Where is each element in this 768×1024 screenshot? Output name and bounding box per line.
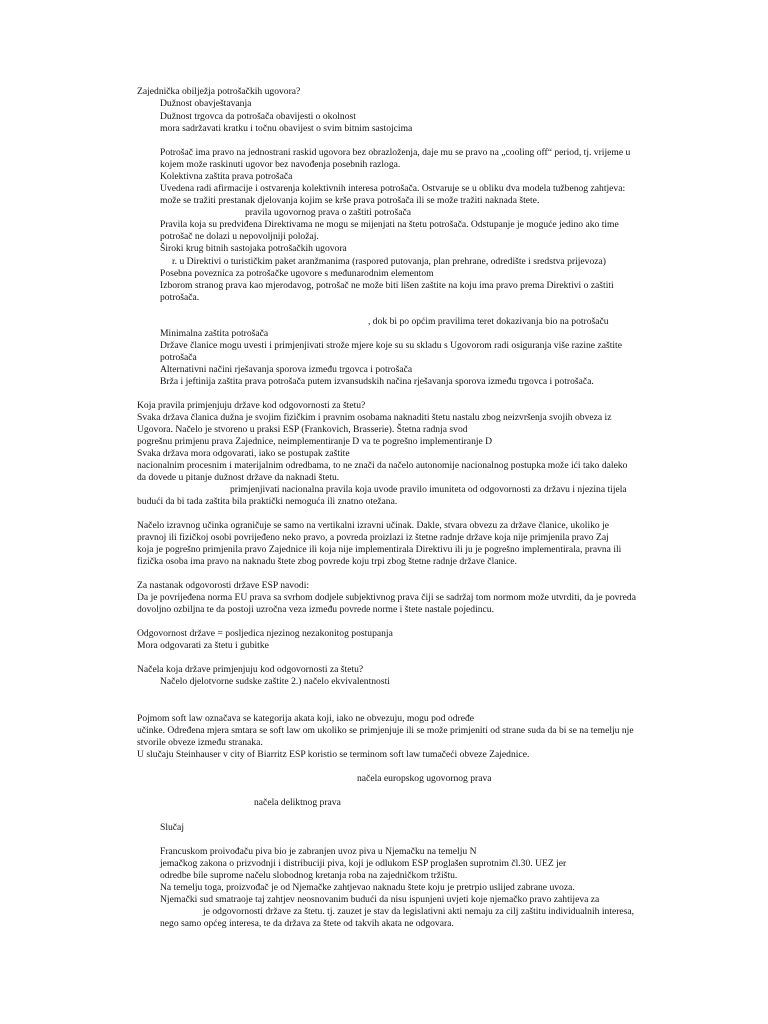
text-line: Alternativni načini rješavanja sporova između trgovca i potrošača xyxy=(160,364,413,375)
text-line: budući da bi tada zaštita bila praktički nemoguća ili znatno otežana. xyxy=(137,496,398,507)
text-line: Uvedena radi afirmacije i ostvarenja kolektivnih interesa potrošača. Ostvaruje se u obliku dva modela tužbenog zahtjeva: xyxy=(160,183,626,194)
text-line: primjenjivati nacionalna pravila koja uvode pravilo imuniteta od odgovornosti za državu i njezina tijela xyxy=(230,484,627,495)
text-line: Države članice mogu uvesti i primjenjivati strože mjere koje su su skladu s Ugovorom radi osiguranja više razine zaštite xyxy=(160,340,622,351)
text-line: Potrošač ima pravo na jednostrani raskid ugovora bez obrazloženja, daje mu se pravo na „cooling off“ period, tj. vrijeme u xyxy=(160,147,631,158)
section-heading: Zajednička obilježja potrošačkih ugovora? xyxy=(137,86,301,97)
text-line: Svaka država članica dužna je svojim fizičkim i pravnim osobama naknaditi štetu nastalu zbog neizvršenja svojih obveza iz xyxy=(137,412,612,423)
text-line: pravnoj ili fizičkoj osobi povrijeđeno neko pravo, a povreda proizlazi iz štetne radnje države koja nije primjenila pravo Zaj xyxy=(137,532,609,543)
text-line: r. u Direktivi o turističkim paket aranžmanima (raspored putovanja, plan prehrane, odredište i sredstva prijevoza) xyxy=(172,256,606,267)
text-line: , dok bi po općim pravilima teret dokazivanja bio na potrošaču xyxy=(368,316,609,327)
text-line: može se tražiti prestanak djelovanja kojim se krše prava potrošača ili se može tražiti naknada štete. xyxy=(160,195,540,206)
text-line: načela europskog ugovornog prava xyxy=(357,773,492,784)
text-line: Dužnost obavještavanja xyxy=(160,98,252,109)
text-line: je odgovornosti države za štetu. tj. zauzet je stav da legislativni akti nemaju za cilj zaštitu individualnih interesa, xyxy=(203,906,635,917)
text-line: fizička osoba ima pravo na naknadu štete zbog povrede koju trpi zbog štetne radnje države članice. xyxy=(137,556,517,567)
text-line: potrošača. xyxy=(160,292,200,303)
text-line: dovoljno ozbiljna te da postoji uzročna veza između povrede norme i štete nastale pojedincu. xyxy=(137,604,494,615)
section-heading: Slučaj xyxy=(160,822,184,833)
section-heading: Načela koja države primjenjuju kod odgovornosti za štetu? xyxy=(137,664,364,675)
text-line: potrošač ne dolazi u nepovoljniji položaj. xyxy=(160,231,319,242)
text-line: načela deliktnog prava xyxy=(254,797,341,808)
text-line: Na temelju toga, proizvođač je od Njemačke zahtjevao naknadu štete koju je pretrpio uslijed zabrane uvoza. xyxy=(160,882,575,893)
text-line: koja je pogrešno primjenila pravo Zajednice ili koja nije implementirala Direktivu ili ju je pogrešno implementirala, pravna ili xyxy=(137,544,622,555)
text-line: Njemački sud smatraoje taj zahtjev neosnovanim budući da nisu ispunjeni uvjeti koje njemačko pravo zahtijeva za xyxy=(160,894,600,905)
text-line: odredbe bile suprome načelu slobodnog kretanja roba na zajedničkom tržištu. xyxy=(160,870,458,881)
text-line: Načelo izravnog učinka ograničuje se samo na vertikalni izravni učinak. Dakle, stvara obvezu za države članice, ukoliko je xyxy=(137,520,610,531)
text-line: učinke. Određena mjera smtara se soft law om ukoliko se primjenjuje ili se može primjeniti od strane suda da bi se na temelju nje xyxy=(137,725,634,736)
text-line: nacionalnim procesnim i materijalnim odredbama, to ne znači da načelo autonomije nacionalnog postupka može ići tako daleko xyxy=(137,460,628,471)
text-line: jemačkog zakona o prizvodnji i distribuciji piva, koji je odlukom ESP proglašen suprotnim čl.30. UEZ jer xyxy=(160,858,567,869)
text-line: Francuskom proivođaču piva bio je zabranjen uvoz piva u Njemačku na temelju N xyxy=(160,846,477,857)
text-line: Da je povrijeđena norma EU prava sa svrhom dodjele subjektivnog prava čiji se sadržaj tom normom može utvrditi, da je povreda xyxy=(137,592,636,603)
text-line: Pojmom soft law označava se kategorija akata koji, iako ne obvezuju, mogu pod određe xyxy=(137,713,475,724)
text-line: Pravila koja su predviđena Direktivama ne mogu se mijenjati na štetu potrošača. Odstupanje je moguće jedino ako time xyxy=(160,219,619,230)
section-heading: Za nastanak odgovorosti države ESP navodi: xyxy=(137,580,310,591)
text-line: Široki krug bitnih sastojaka potrošačkih ugovora xyxy=(160,243,347,254)
text-line: stvorile obveze između stranaka. xyxy=(137,737,263,748)
text-line: pravila ugovornog prava o zaštiti potrošača xyxy=(245,207,411,218)
text-line: Minimalna zaštita potrošača xyxy=(160,328,269,339)
text-line: pogrešnu primjenu prava Zajednice, neimplementiranje D va te pogrešno implementiranje D xyxy=(137,436,493,447)
text-line: Svaka država mora odgovarati, iako se postupak zaštite xyxy=(137,448,350,459)
text-line: Brža i jeftinija zaštita prava potrošača putem izvansudskih načina rješavanja sporova između trgovca i potrošača. xyxy=(160,376,594,387)
text-line: Posebna poveznica za potrošačke ugovore s međunarodnim elementom xyxy=(160,268,434,279)
text-line: Izborom stranog prava kao mjerodavog, potrošač ne može biti lišen zaštite na koju ima pravo prema Direktivi o zaštiti xyxy=(160,280,614,291)
text-line: nego samo općeg interesa, te da država za štete od takvih akata ne odgovara. xyxy=(160,918,454,929)
text-line: kojem može raskinuti ugovor bez navođenja posebnih razloga. xyxy=(160,159,401,170)
text-line: Odgovornost države = posljedica njezinog nezakonitog postupanja xyxy=(137,628,393,639)
text-line: mora sadržavati kratku i točnu obavijest o svim bitnim sastojcima xyxy=(160,123,413,134)
text-line: Načelo djelotvorne sudske zaštite 2.) načelo ekvivalentnosti xyxy=(160,676,390,687)
section-heading: Koja pravila primjenjuju države kod odgovornosti za štetu? xyxy=(137,400,366,411)
text-line: da dovede u pitanje dužnost države da naknadi štetu. xyxy=(137,472,340,483)
text-line: U slučaju Steinhauser v city of Biarritz ESP koristio se terminom soft law tumačeći obveze Zajednice. xyxy=(137,749,530,760)
text-line: potrošača xyxy=(160,352,197,363)
text-line: Dužnost trgovca da potrošača obavijesti o okolnost xyxy=(160,111,356,122)
text-line: Mora odgovarati za štetu i gubitke xyxy=(137,640,269,651)
text-line: Ugovora. Načelo je stvoreno u praksi ESP (Frankovich, Brasserie). Štetna radnja svod xyxy=(137,424,468,435)
text-line: Kolektivna zaštita prava potrošača xyxy=(160,171,293,182)
